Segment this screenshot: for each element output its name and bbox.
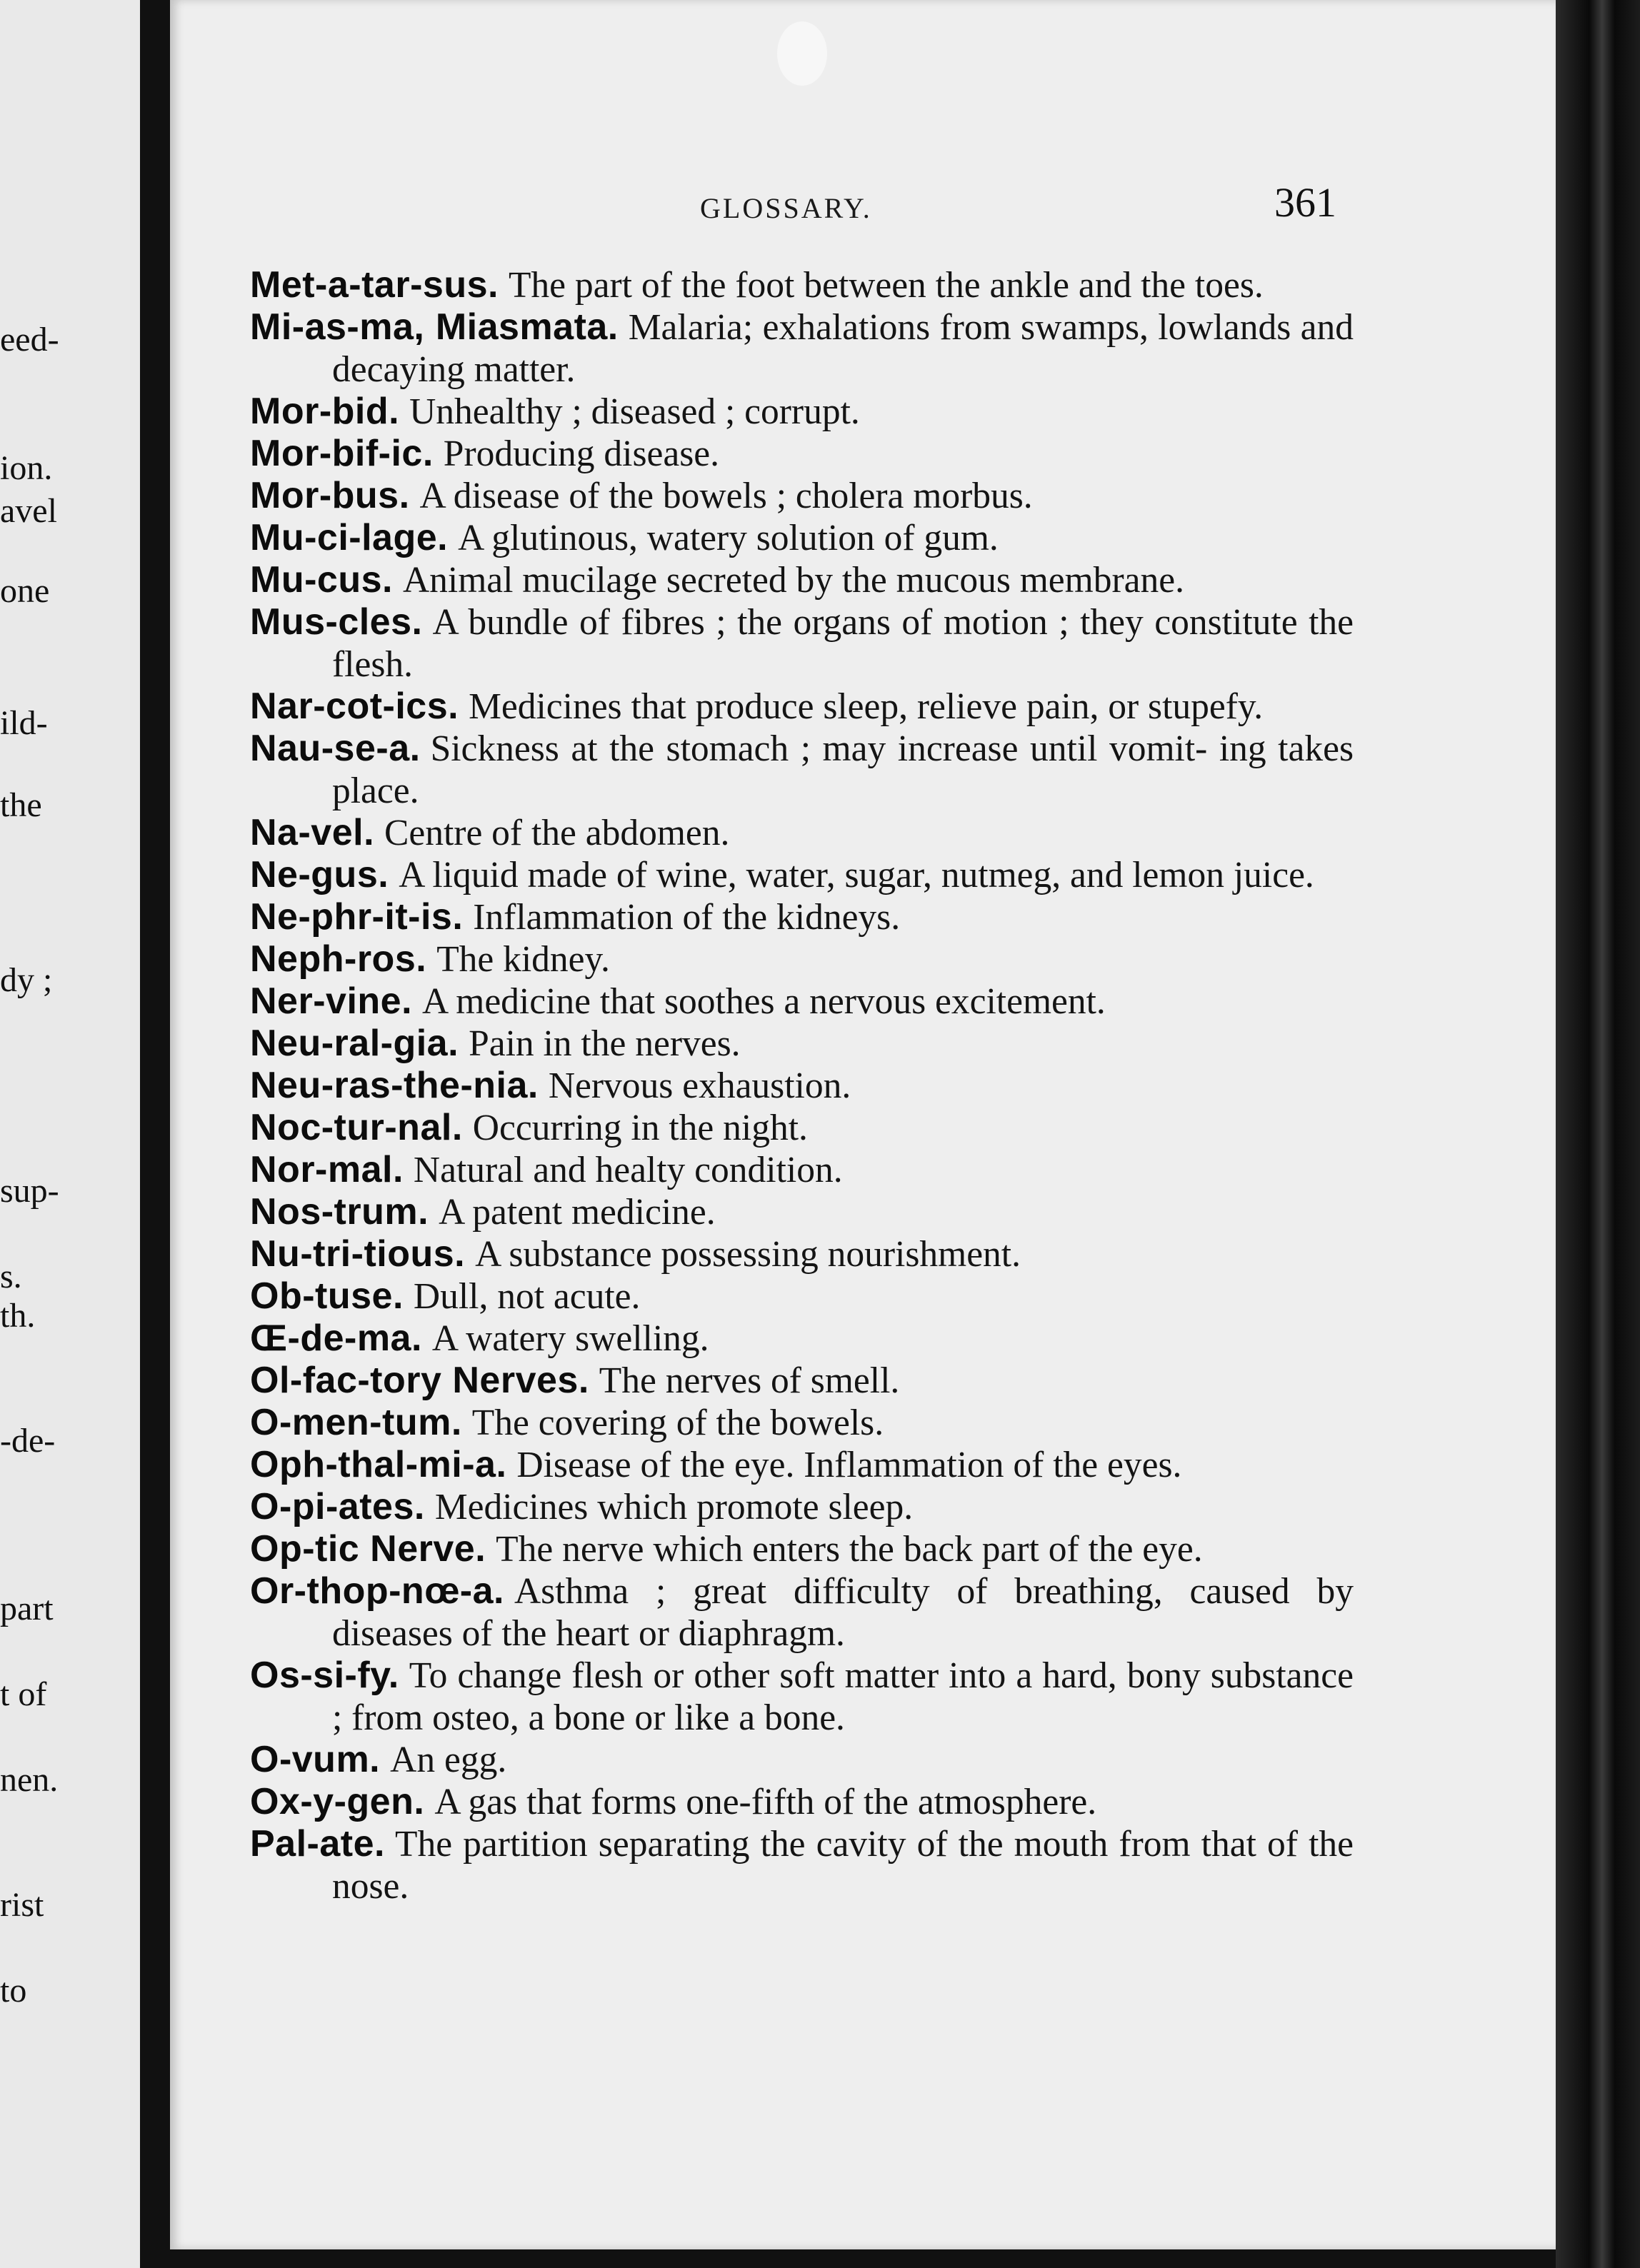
glossary-definition: Dull, not acute. [413,1276,641,1317]
glossary-definition: Animal mucilage secreted by the mucous membrane. [402,560,1184,601]
glossary-definition: Sickness at the stomach ; may increase until vomit- ing takes place. [332,728,1354,811]
glossary-entry [250,938,1354,980]
facing-page-edge [0,0,144,2268]
glossary-term: Mor-bid. [250,391,400,432]
glossary-term: O-vum. [250,1739,381,1780]
glossary-entry [250,896,1354,938]
glossary-definition: A disease of the bowels ; cholera morbus. [419,476,1033,516]
glossary-term: Œ-de-ma. [250,1318,422,1359]
glossary-definition: Inflammation of the kidneys. [473,897,901,938]
glossary-term: Neph-ros. [250,938,427,980]
glossary-term: Ne-phr-it-is. [250,896,464,938]
facing-page-fragment: one [0,572,50,610]
glossary-entry [250,812,1354,854]
facing-page-fragment: ild- [0,704,48,742]
glossary-entry [250,1486,1354,1528]
glossary-definition: Disease of the eye. Inflammation of the eyes. [516,1445,1182,1485]
glossary-term: Nar-cot-ics. [250,686,459,727]
running-head: GLOSSARY. [700,192,872,224]
glossary-entry [250,1318,1354,1360]
glossary-term: Met-a-tar-sus. [250,264,499,306]
glossary-entry [250,1781,1354,1823]
glossary-term: Noc-tur-nal. [250,1107,463,1148]
glossary-entry [250,1444,1354,1486]
glossary-definition: Medicines which promote sleep. [434,1487,914,1527]
glossary-entry [250,433,1354,475]
glossary-entry [250,686,1354,728]
glossary-entry [250,1233,1354,1275]
glossary-term: Ox-y-gen. [250,1781,425,1822]
glossary-entry [250,559,1354,601]
book-gutter [140,0,170,2268]
facing-page-fragment: sup- [0,1172,59,1210]
glossary-entry [250,391,1354,433]
glossary-term: Mor-bif-ic. [250,433,434,474]
glossary-entry [250,1655,1354,1739]
glossary-term: Os-si-fy. [250,1655,399,1696]
glossary-definition: An egg. [390,1740,507,1780]
page-stack-edge [1556,0,1640,2268]
glossary-definition: A medicine that soothes a nervous excitement. [422,981,1106,1022]
glossary-term: Nau-se-a. [250,728,421,769]
glossary-term: Ol-fac-tory Nerves. [250,1360,589,1401]
glossary-definition: Pain in the nerves. [469,1023,741,1064]
glossary-term: Oph-thal-mi-a. [250,1444,507,1485]
page-bottom-edge [170,2249,1556,2268]
glossary-entry [250,1823,1354,1907]
glossary-entry [250,854,1354,896]
facing-page-fragment: ion. [0,449,53,487]
glossary-definition: A patent medicine. [439,1192,716,1233]
glossary-term: Mi-as-ma, Miasmata. [250,306,619,348]
glossary-definition: Unhealthy ; diseased ; corrupt. [409,391,860,432]
glossary-term: Mu-cus. [250,559,393,601]
glossary-term: Neu-ras-the-nia. [250,1065,539,1106]
glossary-definition: The nerve which enters the back part of the eye. [496,1529,1203,1570]
glossary-definition: The partition separating the cavity of the mouth from that of the nose. [332,1824,1354,1907]
glossary-entry [250,1360,1354,1402]
glossary-entry-list [250,264,1354,1907]
glossary-definition: A substance possessing nourishment. [475,1234,1021,1275]
glossary-definition: To change flesh or other soft matter into a hard, bony substance ; from osteo, a bone or like a bone. [332,1655,1354,1738]
glossary-entry [250,1023,1354,1065]
glossary-definition: The part of the foot between the ankle and the toes. [508,265,1264,306]
glossary-entry [250,1275,1354,1318]
glossary-term: Neu-ral-gia. [250,1023,459,1064]
glossary-entry [250,1570,1354,1655]
glossary-entry [250,728,1354,812]
glossary-entry [250,1149,1354,1191]
glossary-definition: A liquid made of wine, water, sugar, nutmeg, and lemon juice. [399,855,1314,895]
glossary-term: Ner-vine. [250,980,413,1022]
glossary-term: O-pi-ates. [250,1486,425,1527]
glossary-term: Mus-cles. [250,601,423,643]
glossary-definition: A watery swelling. [431,1318,709,1359]
glossary-term: Na-vel. [250,812,375,853]
glossary-entry [250,1402,1354,1444]
glossary-term: Or-thop-nœ-a. [250,1570,504,1612]
glossary-definition: Medicines that produce sleep, relieve pain, or stupefy. [469,686,1264,727]
facing-page-fragment: nen. [0,1761,59,1799]
glossary-definition: The kidney. [436,939,610,980]
facing-page-fragment: part [0,1590,54,1627]
paper-blemish [777,21,827,86]
glossary-term: Op-tic Nerve. [250,1528,486,1570]
facing-page-fragment: the [0,786,42,824]
glossary-entry [250,1528,1354,1570]
page-number: 361 [1274,179,1336,226]
glossary-entry [250,1065,1354,1107]
facing-page-fragment: eed- [0,321,59,358]
glossary-entry [250,517,1354,559]
facing-page-fragment: th. [0,1297,36,1335]
glossary-definition: Producing disease. [443,433,719,474]
glossary-entry [250,306,1354,391]
glossary-entry [250,1107,1354,1149]
glossary-term: Nu-tri-tious. [250,1233,466,1275]
glossary-term: Mor-bus. [250,475,410,516]
glossary-term: Pal-ate. [250,1823,385,1865]
glossary-term: O-men-tum. [250,1402,462,1443]
glossary-term: Ne-gus. [250,854,389,895]
glossary-definition: A bundle of fibres ; the organs of motion ; they constitute the flesh. [332,602,1354,685]
facing-page-fragment: rist [0,1886,44,1924]
glossary-entry [250,475,1354,517]
glossary-definition: A gas that forms one-fifth of the atmosphere. [434,1782,1097,1822]
facing-page-fragment: avel [0,492,57,530]
glossary-definition: Natural and healty condition. [413,1150,843,1190]
glossary-definition: Nervous exhaustion. [548,1065,851,1106]
glossary-entry [250,980,1354,1023]
glossary-entry [250,1739,1354,1781]
glossary-term: Ob-tuse. [250,1275,404,1317]
glossary-term: Mu-ci-lage. [250,517,449,558]
glossary-definition: A glutinous, watery solution of gum. [458,518,999,558]
facing-page-fragment: s. [0,1258,22,1295]
facing-page-fragment: dy ; [0,961,53,999]
facing-page-fragment: to [0,1972,27,2009]
glossary-definition: The covering of the bowels. [471,1403,884,1443]
glossary-definition: Malaria; exhalations from swamps, lowlands and decaying matter. [332,307,1354,390]
glossary-definition: Centre of the abdomen. [384,813,730,853]
glossary-term: Nor-mal. [250,1149,404,1190]
facing-page-fragment: t of [0,1675,47,1713]
glossary-definition: Asthma ; great difficulty of breathing, caused by diseases of the heart or diaphragm. [332,1571,1354,1654]
glossary-term: Nos-trum. [250,1191,429,1233]
facing-page-fragment: -de- [0,1422,56,1460]
glossary-definition: The nerves of smell. [599,1360,900,1401]
glossary-entry [250,601,1354,686]
glossary-entry [250,1191,1354,1233]
glossary-definition: Occurring in the night. [472,1108,808,1148]
glossary-entry [250,264,1354,306]
